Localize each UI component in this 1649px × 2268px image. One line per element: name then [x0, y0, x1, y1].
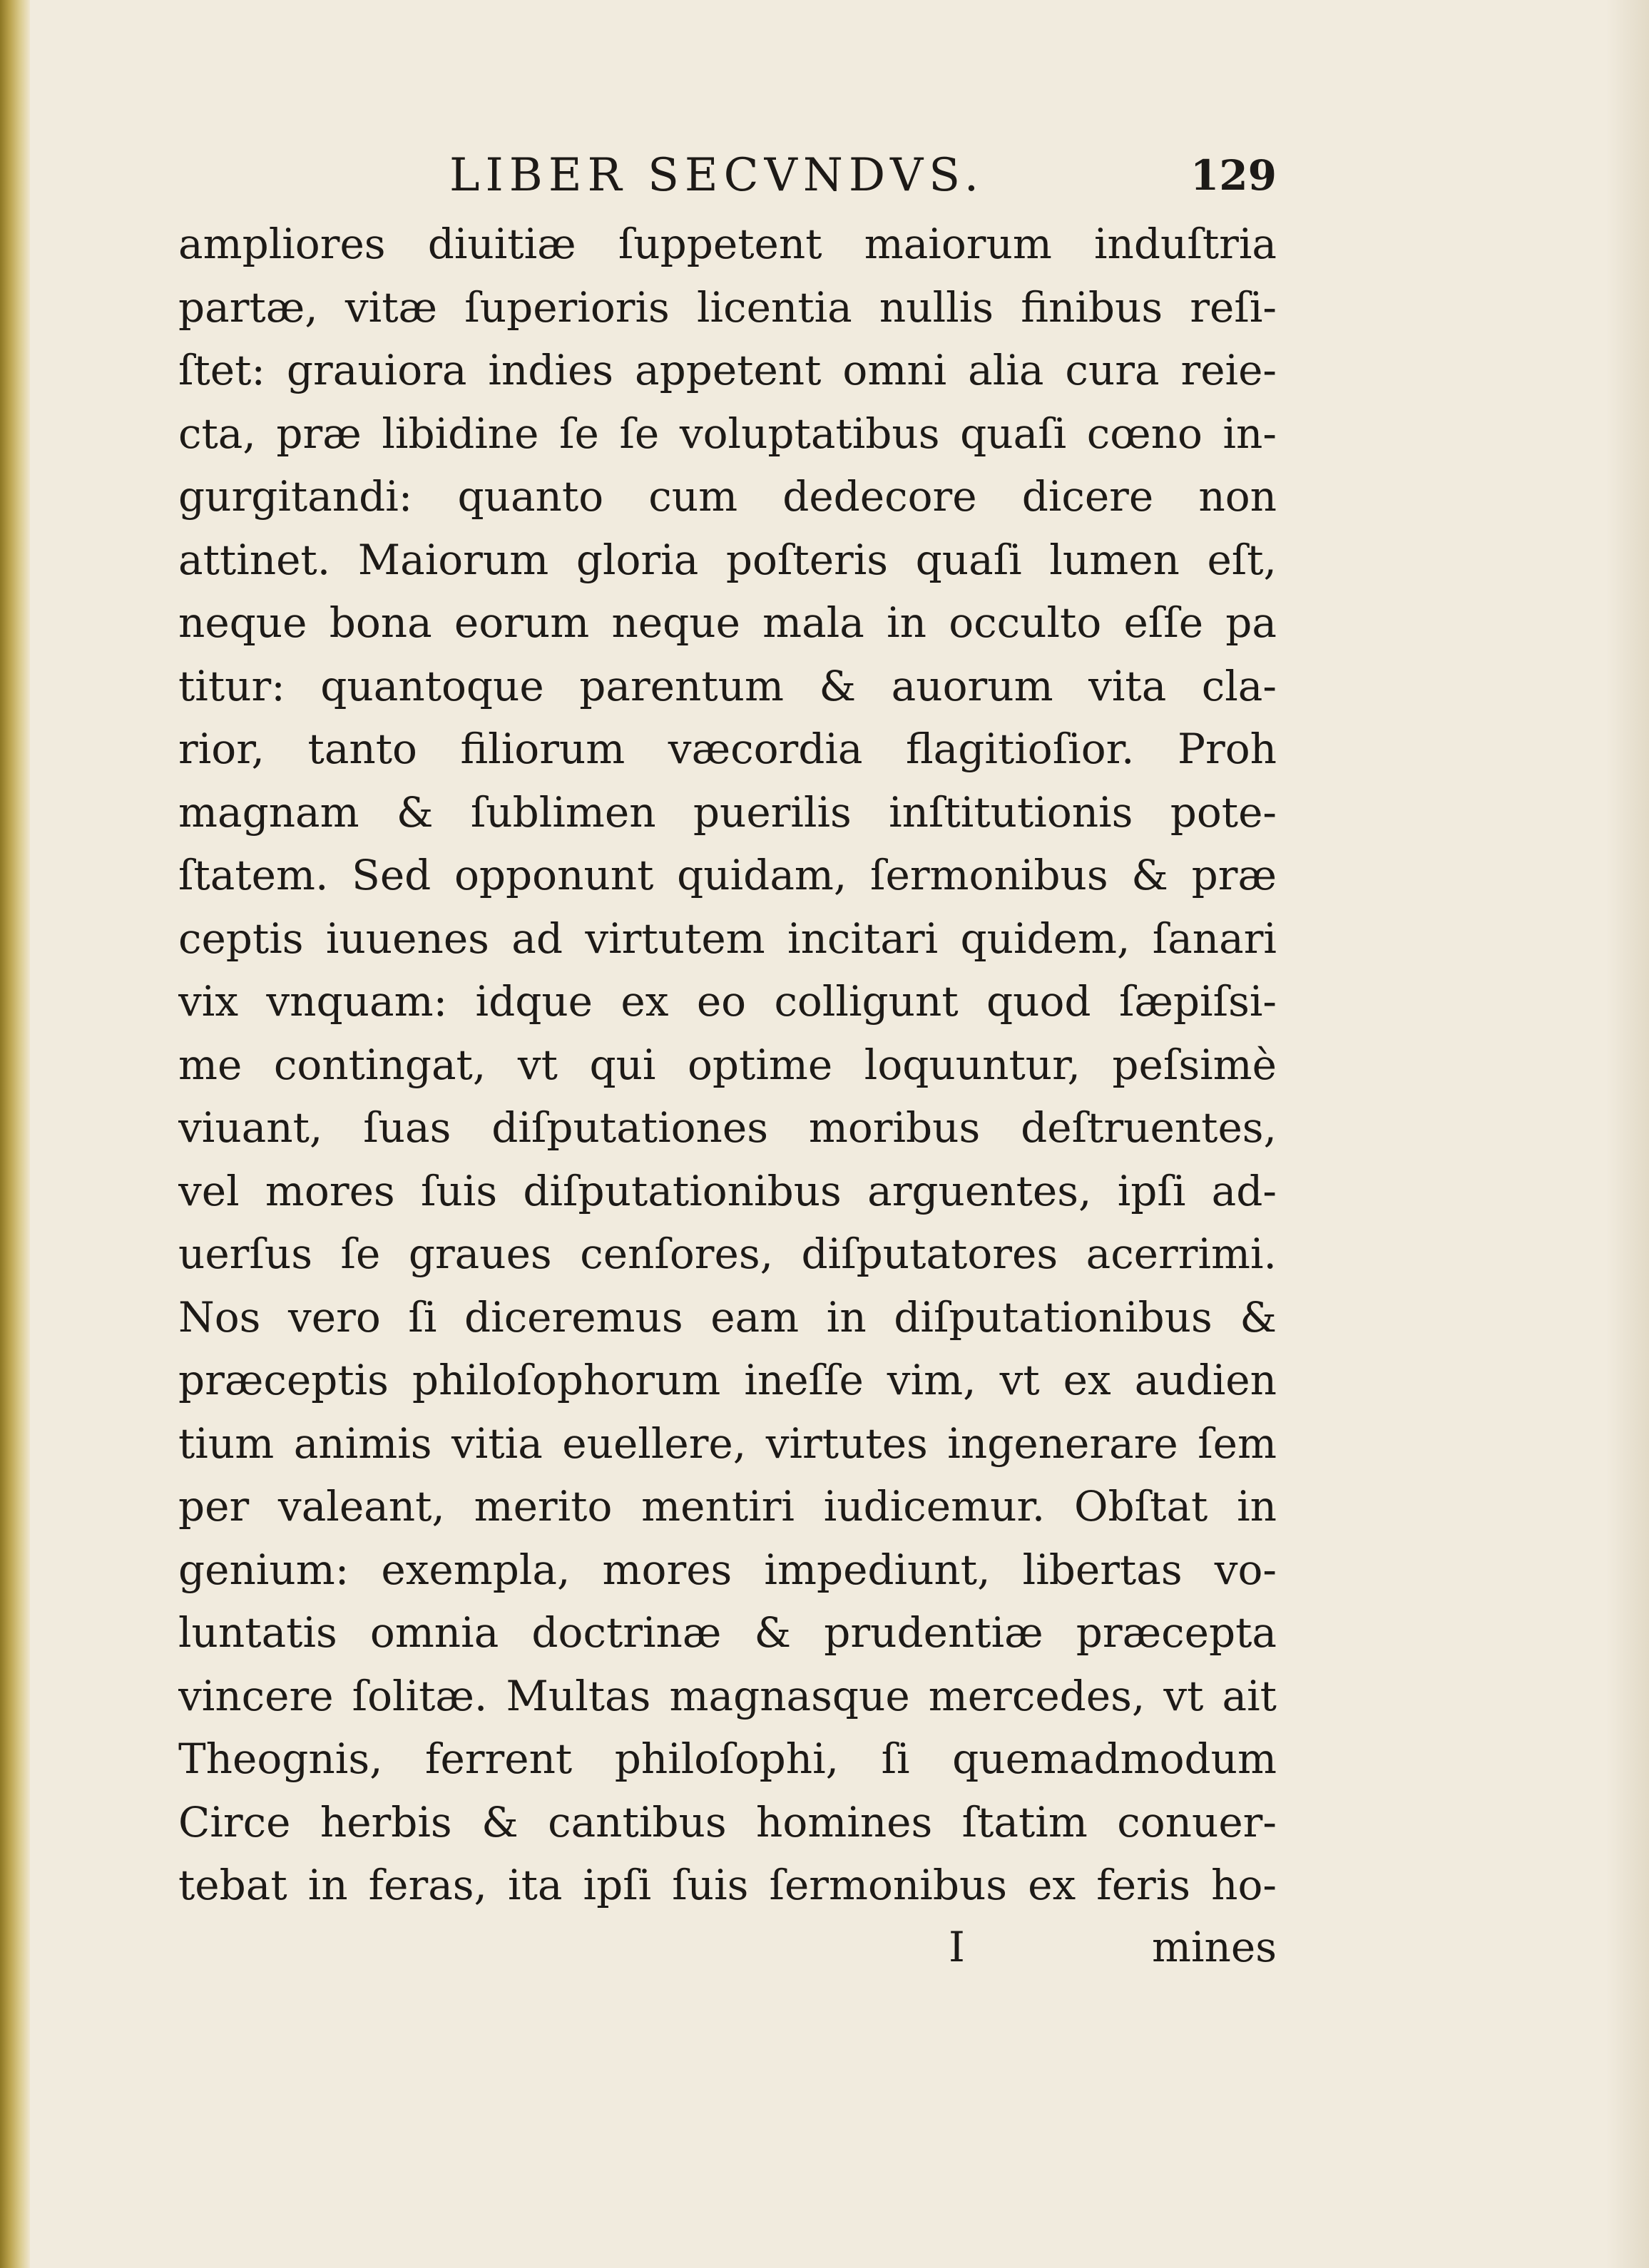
text-line: rior, tanto filiorum væcordia flagitioſior. Proh: [178, 725, 1277, 773]
text-line: uerſus ſe graues cenſores, diſputatores acerrimi.: [178, 1230, 1277, 1278]
text-line: gurgitandi: quanto cum dedecore dicere non: [178, 472, 1277, 521]
text-line: cta, præ libidine ſe ſe voluptatibus quaſi cœno in-: [178, 409, 1277, 458]
text-line: ceptis iuuenes ad virtutem incitari quidem, ſanari: [178, 914, 1277, 963]
text-line: magnam & ſublimen puerilis inſtitutionis pote-: [178, 787, 1277, 837]
page-edge: [0, 0, 30, 2268]
text-line: vix vnquam: idque ex eo colligunt quod ſæpiſsi-: [178, 977, 1277, 1026]
text-line: ampliores diuitiæ ſuppetent maiorum induſtria: [178, 220, 1277, 268]
text-line: vel mores ſuis diſputationibus arguentes, ipſi ad-: [178, 1166, 1277, 1215]
text-line: Circe herbis & cantibus homines ſtatim conuer-: [178, 1797, 1277, 1846]
running-head: LIBER SECVNDVS.: [449, 149, 985, 202]
text-block: [178, 213, 1277, 1917]
text-line: ſtatem. Sed opponunt quidam, ſermonibus & præ: [178, 851, 1277, 899]
text-line: tium animis vitia euellere, virtutes ingenerare ſem: [178, 1419, 1277, 1468]
text-line: vincere ſolitæ. Multas magnasque mercedes, vt ait: [178, 1671, 1277, 1720]
text-line: præceptis philoſophorum ineſſe vim, vt ex audien: [178, 1356, 1277, 1404]
page-footer: [178, 1911, 1277, 1983]
folio-number: 129: [1190, 151, 1277, 200]
text-line: genium: exempla, mores impediunt, libertas vo-: [178, 1545, 1277, 1594]
page-header: [178, 140, 1277, 211]
text-line: titur: quantoque parentum & auorum vita cla-: [178, 661, 1277, 710]
signature-mark: I: [949, 1923, 965, 1971]
text-line: neque bona eorum neque mala in occulto eſſe pa: [178, 598, 1277, 647]
text-line: per valeant, merito mentiri iudicemur. Obſtat in: [178, 1482, 1277, 1531]
text-line: ſtet: grauiora indies appetent omni alia cura reie-: [178, 346, 1277, 394]
text-line: tebat in feras, ita ipſi ſuis ſermonibus ex feris ho-: [178, 1861, 1277, 1909]
text-line: attinet. Maiorum gloria poſteris quaſi lumen eſt,: [178, 535, 1277, 584]
catchword: mines: [1152, 1923, 1277, 1971]
text-line: luntatis omnia doctrinæ & prudentiæ præcepta: [178, 1608, 1277, 1657]
text-line: me contingat, vt qui optime loquuntur, peſsimè: [178, 1040, 1277, 1089]
text-line: Theognis, ferrent philoſophi, ſi quemadmodum: [178, 1735, 1277, 1783]
text-line: viuant, ſuas diſputationes moribus deſtruentes,: [178, 1103, 1277, 1152]
text-line: Nos vero ſi diceremus eam in diſputationibus &: [178, 1292, 1277, 1342]
page-shadow: [1606, 0, 1649, 2268]
text-line: partæ, vitæ ſuperioris licentia nullis finibus reſi-: [178, 282, 1277, 332]
